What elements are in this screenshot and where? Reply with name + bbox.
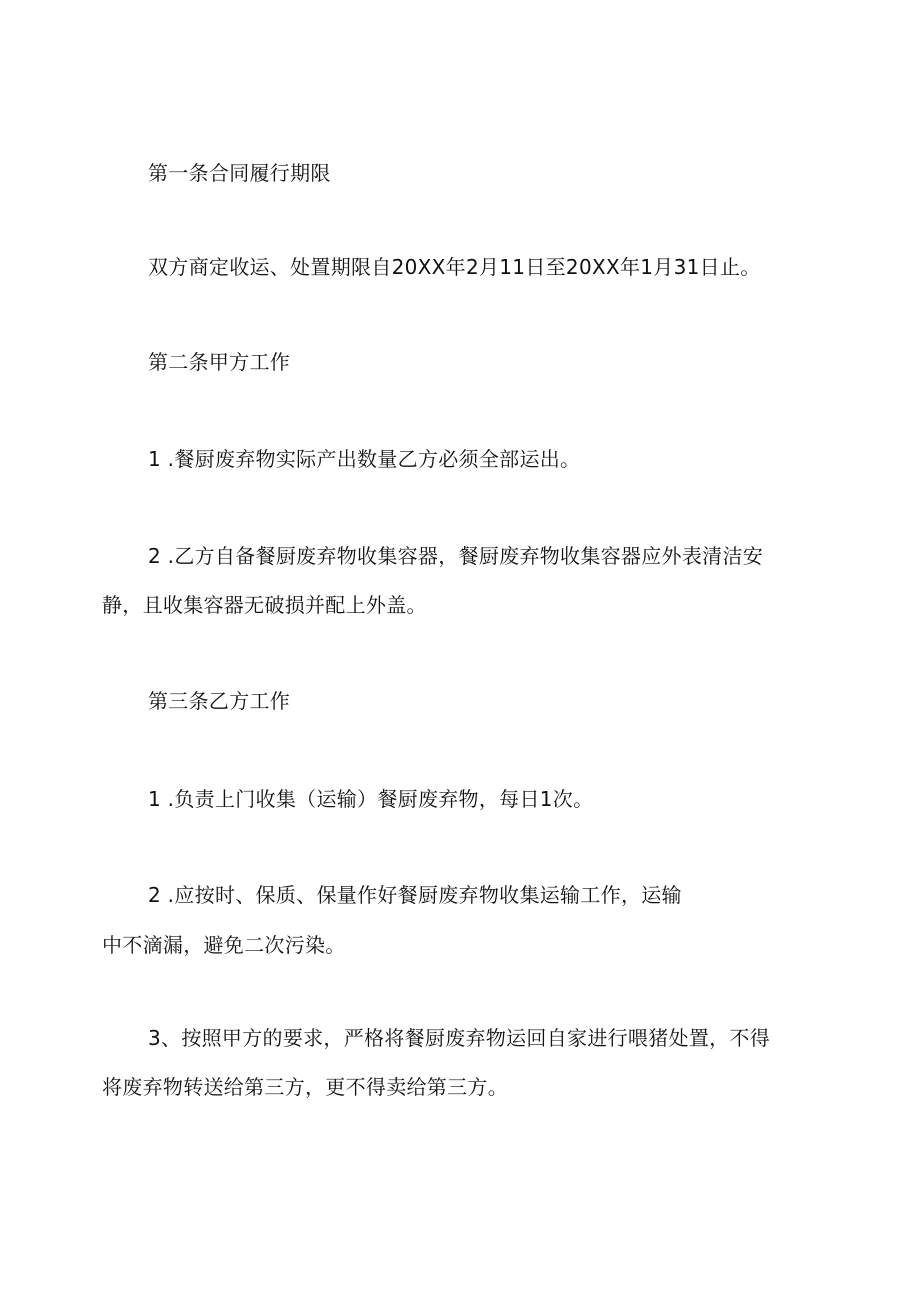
article1-text: 双方商定收运、处置期限自20XX年2月11日至20XX年1月31日止。: [148, 255, 761, 279]
article2-heading: 第二条甲方工作: [148, 350, 291, 374]
article3-heading: 第三条乙方工作: [148, 689, 291, 713]
article2-item2-line2: 静，且收集容器无破损并配上外盖。: [102, 593, 427, 617]
article3-item1: 1 .负责上门收集（运输）餐厨废弃物，每日1次。: [148, 787, 594, 811]
article3-item3-line1: 3、按照甲方的要求，严格将餐厨废弃物运回自家进行喂猪处置，不得: [148, 1026, 771, 1050]
article2-item2-line1: 2 .乙方自备餐厨废弃物收集容器，餐厨废弃物收集容器应外表清洁安: [148, 544, 764, 568]
article3-item2-line1: 2 .应按时、保质、保量作好餐厨废弃物收集运输工作，运输: [148, 883, 682, 907]
article3-item3-line2: 将废弃物转送给第三方，更不得卖给第三方。: [102, 1075, 508, 1099]
article2-item1: 1 .餐厨废弃物实际产出数量乙方必须全部运出。: [148, 447, 581, 471]
article3-item2-line2: 中不滴漏，避免二次污染。: [102, 933, 346, 957]
article1-heading: 第一条合同履行期限: [148, 161, 331, 185]
